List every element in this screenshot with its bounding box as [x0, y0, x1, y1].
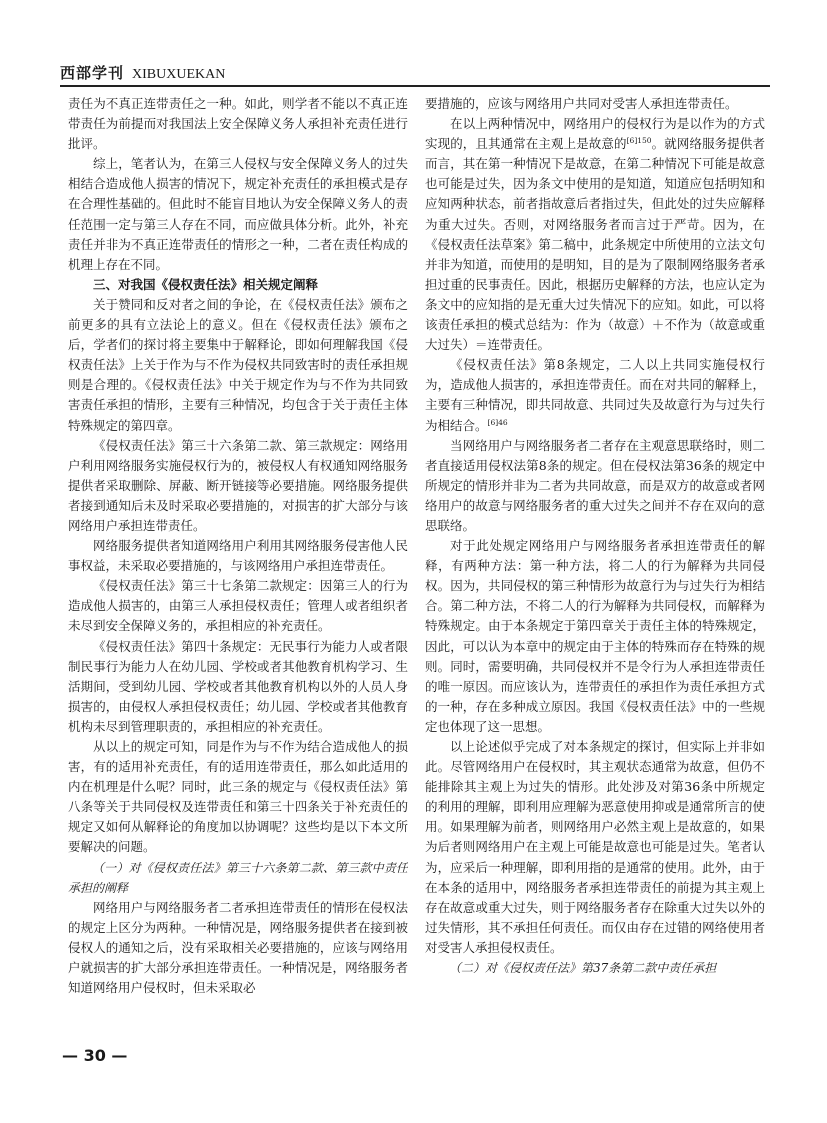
paragraph: 网络服务提供者知道网络用户利用其网络服务侵害他人民事权益，未采取必要措施的，与该网络用户承担连带责任。 — [68, 538, 408, 574]
paragraph: 对于此处规定网络用户与网络服务者承担连带责任的解释，有两种方法：第一种方法，将二人的行为解释为共同侵权。因为，共同侵权的第三种情形为故意行为与过失行为相结合。第二种方法，不将二人的行为解释为共同侵权，而解释为特殊规定。由于本条规定于第四章关于责任主体的特殊规定，因此，可以认为本章中的规定由于主体的特殊而存在特殊的规则。同时，需要明确，共同侵权并不是令行为人承担连带责任的唯一原因。而应该认为，连带责任的承担作为责任承担方式的一种，存在多种成立原因。我国《侵权责任法》中的一些规定也体现了这一思想。 — [425, 538, 765, 734]
section-heading: 三、对我国《侵权责任法》相关规定阐释 — [93, 276, 319, 292]
paragraph: 关于赞同和反对者之间的争论，在《侵权责任法》颁布之前更多的具有立法论上的意义。但在《侵权责任法》颁布之后，学者们的探讨将主要集中于解释论，即如何理解我国《侵权责任法》上关于作为与不作为侵权共同致害时的责任承担规则是合理的。《侵权责任法》中关于规定作为与不作为共同致害责任承担的情形，主要有三种情况，均包含于关于责任主体特殊规定的第四章。 — [68, 296, 408, 433]
paragraph: 《侵权责任法》第四十条规定：无民事行为能力人或者限制民事行为能力人在幼儿园、学校或者其他教育机构学习、生活期间，受到幼儿园、学校或者其他教育机构以外的人员人身损害的，由侵权人承担侵权责任；幼儿园、学校或者其他教育机构未尽到管理职责的，承担相应的补充责任。 — [68, 638, 408, 734]
journal-title — [60, 62, 225, 83]
paragraph: 要措施的，应该与网络用户共同对受害人承担连带责任。 — [425, 96, 738, 111]
paragraph: 责任为不真正连带责任之一种。如此，则学者不能以不真正连带责任为前提而对我国法上安全保障义务人承担补充责任进行批评。 — [68, 96, 408, 152]
header-rule — [60, 85, 770, 87]
journal-name-cn: 西部学刊 — [60, 64, 125, 82]
right-column — [425, 94, 765, 1034]
paragraph: 从以上的规定可知，同是作为与不作为结合造成他人的损害，有的适用补充责任，有的适用连带责任，那么如此适用的内在机理是什么呢？同时，此三条的规定与《侵权责任法》第八条等关于共同侵权及连带责任和第三十四条关于补充责任的规定又如何从解释论的角度加以协调呢？这些均是以下本文所要解决的问题。 — [68, 739, 408, 855]
paragraph: 《侵权责任法》第8条规定，二人以上共同实施侵权行为，造成他人损害的，承担连带责任。而在对共同的解释上，主要有三种情况，即共同故意、共同过失及故意行为与过失行为相结合。$^{[6]46}$ — [425, 357, 765, 433]
section-heading: （一）对《侵权责任法》第三十六条第二款、第三款中责任承担的阐释 — [68, 860, 408, 895]
paragraph: 当网络用户与网络服务者二者存在主观意思联络时，则二者直接适用侵权法第8条的规定。但在侵权法第36条的规定中所规定的情形并非为二者为共同故意，而是双方的故意或者网络用户的故意与网络服务者的重大过失之间并不存在双向的意思联络。 — [425, 437, 765, 533]
citation-ref: [6]46 — [487, 417, 508, 427]
paragraph: 综上，笔者认为，在第三人侵权与安全保障义务人的过失相结合造成他人损害的情况下，规定补充责任的承担模式是存在合理性基础的。但此时不能盲目地认为安全保障义务人的责任范围一定与第三人存在不同，而应做具体分析。此外，补充责任并非为不真正连带责任的情形之一种，二者在责任构成的机理上存在不同。 — [68, 156, 408, 272]
paragraph: 《侵权责任法》第三十七条第二款规定：因第三人的行为造成他人损害的，由第三人承担侵权责任；管理人或者组织者未尽到安全保障义务的，承担相应的补充责任。 — [68, 578, 408, 634]
left-column — [68, 94, 408, 1034]
paragraph: 网络用户与网络服务者二者承担连带责任的情形在侵权法的规定上区分为两种。一种情况是，网络服务提供者在接到被侵权人的通知之后，没有采取相关必要措施的，应该与网络用户就损害的扩大部分承担连带责任。一种情况是，网络服务者知道网络用户侵权时，但未采取必 — [68, 899, 408, 996]
running-header — [60, 62, 770, 84]
citation-ref: [6]150 — [626, 136, 652, 146]
page-number: — 30 — — [62, 1046, 128, 1065]
paragraph: 以上论述似乎完成了对本条规定的探讨，但实际上并非如此。尽管网络用户在侵权时，其主观状态通常为故意，但仍不能排除其主观上为过失的情形。此处涉及对第36条中所规定的利用的理解，即利用应理解为恶意使用抑或是通常所言的使用。如果理解为前者，则网络用户必然主观上是故意的，如果为后者则网络用户在主观上可能是故意也可能是过失。笔者认为，应采后一种理解，即利用指的是通常的使用。此外，由于在本条的适用中，网络服务者承担连带责任的前提为其主观上存在故意或重大过失，则于网络服务者存在除重大过失以外的过失情形，其不承担任何责任。而仅由存在过错的网络使用者对受害人承担侵权责任。 — [425, 739, 765, 955]
paragraph: 《侵权责任法》第三十六条第二款、第三款规定：网络用户利用网络服务实施侵权行为的，被侵权人有权通知网络服务提供者采取删除、屏蔽、断开链接等必要措施。网络服务提供者接到通知后未及时采取必要措施的，对损害的扩大部分与该网络用户承担连带责任。 — [68, 437, 408, 533]
section-heading: （二）对《侵权责任法》第37条第二款中责任承担 — [449, 961, 717, 976]
journal-name-pinyin: XIBUXUEKAN — [132, 67, 226, 82]
paragraph: 在以上两种情况中，网络用户的侵权行为是以作为的方式实现的，且其通常在主观上是故意的$^{[6]150}$。就网络服务提供者而言，其在第一种情况下是故意，在第二种情况下可能是故意也可能是过失，因为条文中使用的是知道，知道应包括明知和应知两种状态，前者指故意后者指过失，但此处的过失应解释为重大过失。否则，对网络服务者而言过于严苛。因为，在《侵权责任法草案》第二稿中，此条规定中所使用的立法文句并非为知道，而使用的是明知，目的是为了限制网络服务者承担过重的民事责任。因此，根据历史解释的方法，也应认定为条文中的应知指的是无重大过失情况下的应知。如此，可以将该责任承担的模式总结为：作为（故意）＋不作为（故意或重大过失）＝连带责任。 — [425, 116, 765, 353]
